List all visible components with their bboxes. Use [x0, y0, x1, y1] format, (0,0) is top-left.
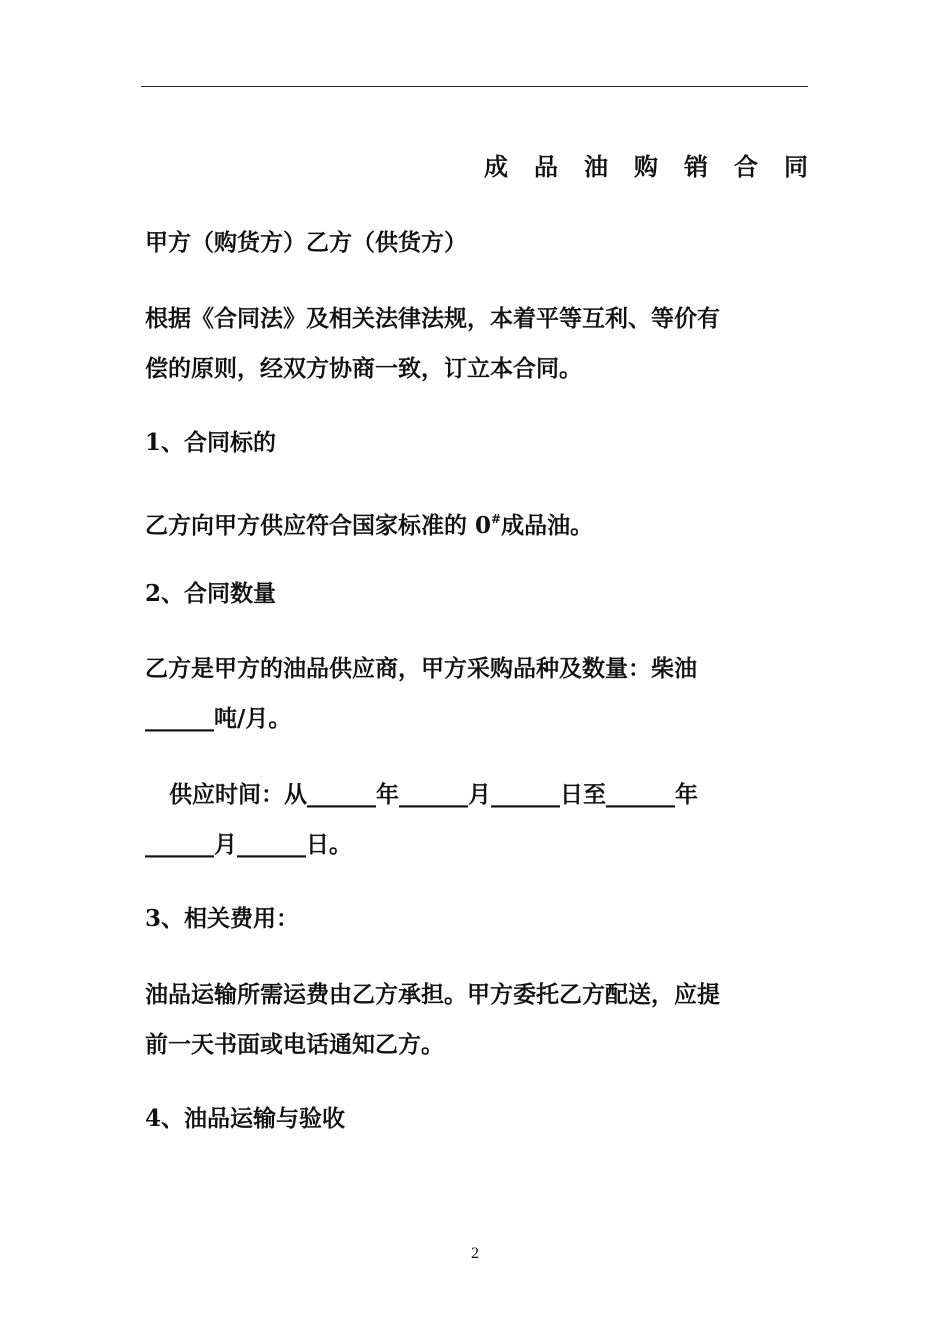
page-number: 2 — [471, 1245, 479, 1262]
section-2-line-1: 乙方是甲方的油品供应商，甲方采购品种及数量：柴油 — [145, 655, 697, 682]
preamble-line-2: 偿的原则，经双方协商一致，订立本合同。 — [145, 355, 582, 382]
section-1-text-b: 成品油。 — [501, 512, 594, 539]
supply-time-line-1: 供应时间：从______年______月______日至______年 — [169, 781, 698, 808]
section-4-heading: 4、油品运输与验收 — [145, 1105, 346, 1132]
section-1-text — [145, 504, 593, 541]
section-1-heading: 1、合同标的 — [145, 429, 277, 456]
section-3-line-2: 前一天书面或电话通知乙方。 — [145, 1031, 444, 1058]
header-rule — [141, 86, 808, 87]
section-3-line-1: 油品运输所需运费由乙方承担。甲方委托乙方配送，应提 — [145, 981, 720, 1008]
supply-time-line-2: ______月______日。 — [145, 831, 352, 858]
preamble-line-1: 根据《合同法》及相关法律法规，本着平等互利、等价有 — [145, 305, 720, 332]
section-1-text-a: 乙方向甲方供应符合国家标准的 0 — [145, 512, 492, 539]
section-1-text-sup: # — [491, 512, 502, 526]
document-title: 成品油购销合同 — [484, 152, 834, 181]
parties-line: 甲方（购货方）乙方（供货方） — [145, 229, 467, 256]
section-2-line-2: ______吨/月。 — [145, 705, 292, 732]
section-2-heading: 2、合同数量 — [145, 580, 277, 607]
section-3-heading: 3、相关费用： — [145, 905, 300, 932]
